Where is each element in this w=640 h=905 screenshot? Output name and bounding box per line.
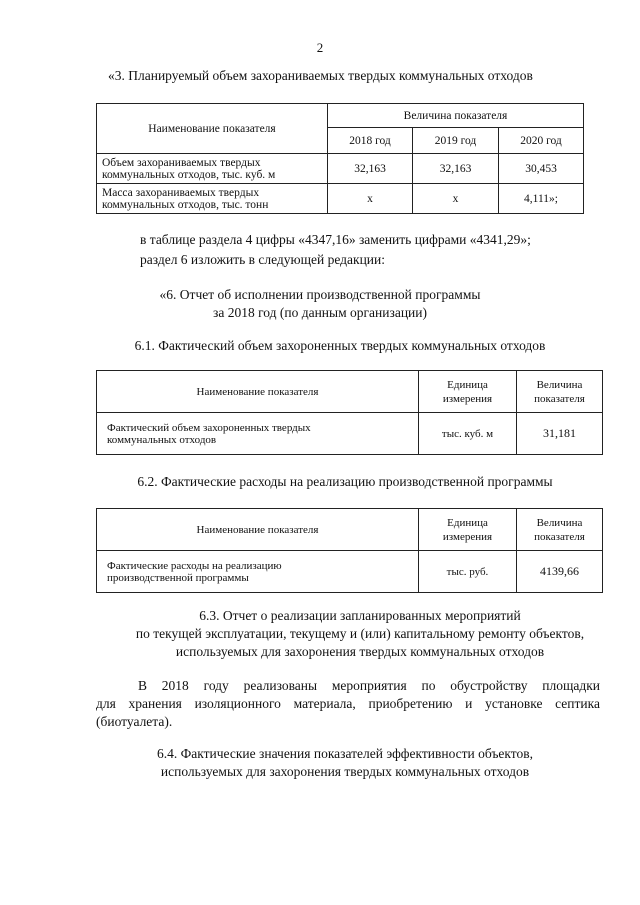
- table3-row-value: 4139,66: [517, 551, 603, 593]
- actual-volume-table: [96, 370, 603, 455]
- table2-row-unit: тыс. куб. м: [419, 413, 517, 455]
- section6-intro-text: раздел 6 изложить в следующей редакции:: [140, 252, 386, 267]
- table-row: [97, 184, 584, 214]
- table1-row1-2020: 30,453: [499, 154, 584, 184]
- table2-row-label: Фактический объем захороненных твердых коммунальных отходов: [97, 413, 419, 455]
- section-6-3-title-line2: по текущей эксплуатации, текущему и (или) капитальному ремонту объектов,: [135, 626, 585, 641]
- table2-value-header: Величина показателя: [517, 371, 603, 413]
- table-row: [97, 154, 584, 184]
- section-6-1-title: 6.1. Фактический объем захороненных твердых коммунальных отходов: [134, 338, 546, 353]
- table3-value-header: Величина показателя: [517, 509, 603, 551]
- table-row: [97, 551, 603, 593]
- section-6-title-line2: за 2018 год (по данным организации): [213, 305, 427, 320]
- replace-digits-text: в таблице раздела 4 цифры «4347,16» заменить цифрами «4341,29»;: [140, 232, 531, 247]
- table1-row2-2018: x: [328, 184, 413, 214]
- table-row: [97, 413, 603, 455]
- table3-name-header: Наименование показателя: [97, 509, 419, 551]
- table1-year-2019: 2019 год: [413, 128, 499, 154]
- table1-row2-label: Масса захораниваемых твердых коммунальных отходов, тыс. тонн: [97, 184, 328, 214]
- section-6-4-title-line1: 6.4. Фактические значения показателей эффективности объектов,: [156, 746, 534, 761]
- table1-row2-2020: 4,111»;: [499, 184, 584, 214]
- section-6-4-title-line2: используемых для захоронения твердых коммунальных отходов: [160, 764, 530, 779]
- table3-row-unit: тыс. руб.: [419, 551, 517, 593]
- paragraph-2018-line2: для хранения изоляционного материала, приобретению и установке септика: [96, 696, 600, 711]
- section-6-2-title: 6.2. Фактические расходы на реализацию производственной программы: [137, 474, 553, 489]
- table1-row1-2019: 32,163: [413, 154, 499, 184]
- table1-year-2018: 2018 год: [328, 128, 413, 154]
- section-3-title: «3. Планируемый объем захораниваемых твердых коммунальных отходов: [108, 68, 533, 83]
- table1-name-header: Наименование показателя: [97, 104, 328, 154]
- table2-unit-header: Единица измерения: [419, 371, 517, 413]
- table2-row-value: 31,181: [517, 413, 603, 455]
- table1-value-header: Величина показателя: [328, 104, 584, 128]
- table1-year-2020: 2020 год: [499, 128, 584, 154]
- table3-row-label: Фактические расходы на реализацию производственной программы: [97, 551, 419, 593]
- section-6-3-title-line3: используемых для захоронения твердых коммунальных отходов: [175, 644, 545, 659]
- table1-row1-2018: 32,163: [328, 154, 413, 184]
- paragraph-2018-line1: В 2018 году реализованы мероприятия по обустройству площадки: [138, 678, 600, 693]
- table2-name-header: Наименование показателя: [97, 371, 419, 413]
- section-6-title-line1: «6. Отчет об исполнении производственной программы: [159, 287, 481, 302]
- table1-row2-2019: x: [413, 184, 499, 214]
- actual-expenses-table: [96, 508, 603, 593]
- paragraph-2018-line3: (биотуалета).: [96, 714, 173, 729]
- section-6-3-title-line1: 6.3. Отчет о реализации запланированных мероприятий: [199, 608, 521, 623]
- page-number: 2: [316, 40, 324, 55]
- table1-row1-label: Объем захораниваемых твердых коммунальных отходов, тыс. куб. м: [97, 154, 328, 184]
- table3-unit-header: Единица измерения: [419, 509, 517, 551]
- planned-volume-table: [96, 103, 584, 214]
